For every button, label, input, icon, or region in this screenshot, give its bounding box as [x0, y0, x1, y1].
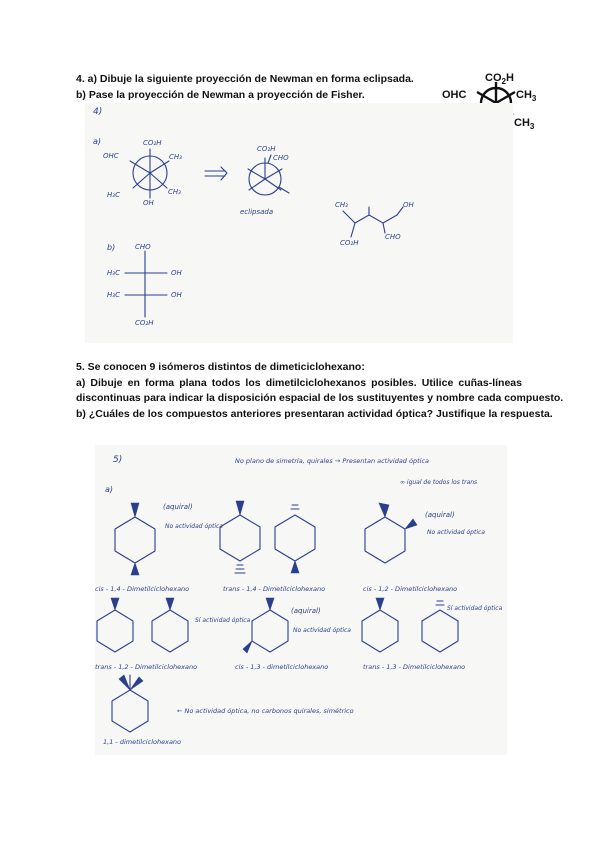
hw-q5-note-plane: ∞ igual de todos los trans — [400, 479, 478, 486]
hw-q4-cho-e: CHO — [273, 154, 289, 162]
newman-bottom-right: $CH_3$ — [514, 117, 535, 131]
hw-q4-ch3-z: CH₃ — [335, 201, 348, 209]
hw-q5-a: a) — [105, 485, 114, 494]
hw-q4-fisher-cho: CHO — [135, 243, 151, 251]
hw-q5-name-7: 1,1 - dimetilciclohexano — [103, 738, 182, 746]
hw-q5-note-bottom: ← No actividad óptica, no carbonos quirales, simétrico — [177, 707, 354, 715]
hw-q4-oh: OH — [143, 199, 154, 207]
hw-q4-fisher-oh-1: OH — [171, 269, 182, 277]
hw-q5-aquiral-1: (aquiral) — [163, 503, 193, 511]
hw-q5-noact-3: No actividad óptica — [293, 627, 351, 634]
hw-q4-co2h-z: CO₂H — [340, 239, 359, 247]
hw-q4-co2h-e: CO₂H — [257, 145, 276, 153]
hw-q4-ch3: CH₃ — [169, 153, 182, 161]
hw-q4-oh-z: OH — [403, 201, 414, 209]
newman-left: OHC — [442, 89, 467, 101]
q5-title: 5. Se conocen 9 isómeros distintos de dimeticiclohexano: — [76, 361, 365, 373]
hw-q4-fisher-oh-2: OH — [171, 291, 182, 299]
q5-part-a-line1: a) Dibuje en forma plana todos los dimetilciclohexanos posibles. Utilice cuñas-líneas — [76, 376, 522, 389]
hw-q5-siact-2: Sí actividad óptica — [447, 605, 503, 612]
hw-q4-cho-z: CHO — [385, 233, 401, 241]
hw-q5-aquiral-3: (aquiral) — [291, 607, 321, 615]
hw-q5-name-2: trans - 1,4 - Dimetilciclohexano — [223, 585, 326, 593]
hw-q5-aquiral-2: (aquiral) — [425, 511, 455, 519]
hw-q5-noact-2: No actividad óptica — [427, 529, 485, 536]
hw-q5-name-3: cis - 1,2 - Dimetilciclohexano — [363, 585, 458, 593]
hw-q5-name-1: cis - 1,4 - Dimetilciclohexano — [95, 585, 190, 593]
hw-q4-num: 4) — [93, 107, 103, 117]
hw-q4-a: a) — [93, 137, 102, 146]
hw-q5-num: 5) — [113, 455, 123, 465]
hw-q4-ohc: OHC — [103, 152, 119, 160]
hw-q4-b: b) — [107, 243, 116, 252]
hw-q4-ch3-b: CH₃ — [168, 188, 181, 196]
newman-right: $CH_3$ — [516, 89, 537, 103]
hw-q5-name-6: trans - 1,3 - Dimetilciclohexano — [363, 663, 466, 671]
q5-part-a-line2: discontinuas para indicar la disposición espacial de los sustituyentes y nombre cada compuesto. — [76, 392, 564, 404]
q5-part-b: b) ¿Cuáles de los compuestos anteriores presentaran actividad óptica? Justifique la respuesta. — [76, 407, 553, 420]
hw-q4-h3c: H₃C — [107, 191, 120, 199]
hw-q5-siact-1: Sí actividad óptica — [195, 617, 251, 624]
hw-q4-fisher-h3c-2: H₃C — [107, 291, 120, 299]
hw-q5-name-4: trans - 1,2 - Dimetilciclohexano — [95, 663, 198, 671]
question-5 — [76, 360, 564, 422]
hw-q5-name-5: cis - 1,3 - dimetilciclohexano — [235, 663, 329, 671]
q4-part-b: b) Pase la proyección de Newman a proyección de Fisher. — [76, 88, 365, 101]
answer-photo-q5 — [95, 445, 507, 755]
question-4 — [76, 72, 416, 103]
hw-q5-noact-1: No actividad óptica — [165, 523, 223, 530]
hw-q4-fisher-h3c-1: H₃C — [107, 269, 120, 277]
hw-q5-note-top: No plano de simetría, quirales → Presentan actividad óptica — [235, 457, 430, 465]
hw-q4-co2h: CO₂H — [143, 139, 162, 147]
hw-q4-fisher-co2h: CO₂H — [135, 319, 154, 327]
newman-top: $CO_2H$ — [485, 72, 514, 86]
q4-part-a: 4. a) Dibuje la siguiente proyección de Newman en forma eclipsada. — [76, 73, 414, 85]
answer-photo-q4 — [85, 103, 513, 343]
hw-q4-eclipsada: eclipsada — [240, 208, 274, 216]
